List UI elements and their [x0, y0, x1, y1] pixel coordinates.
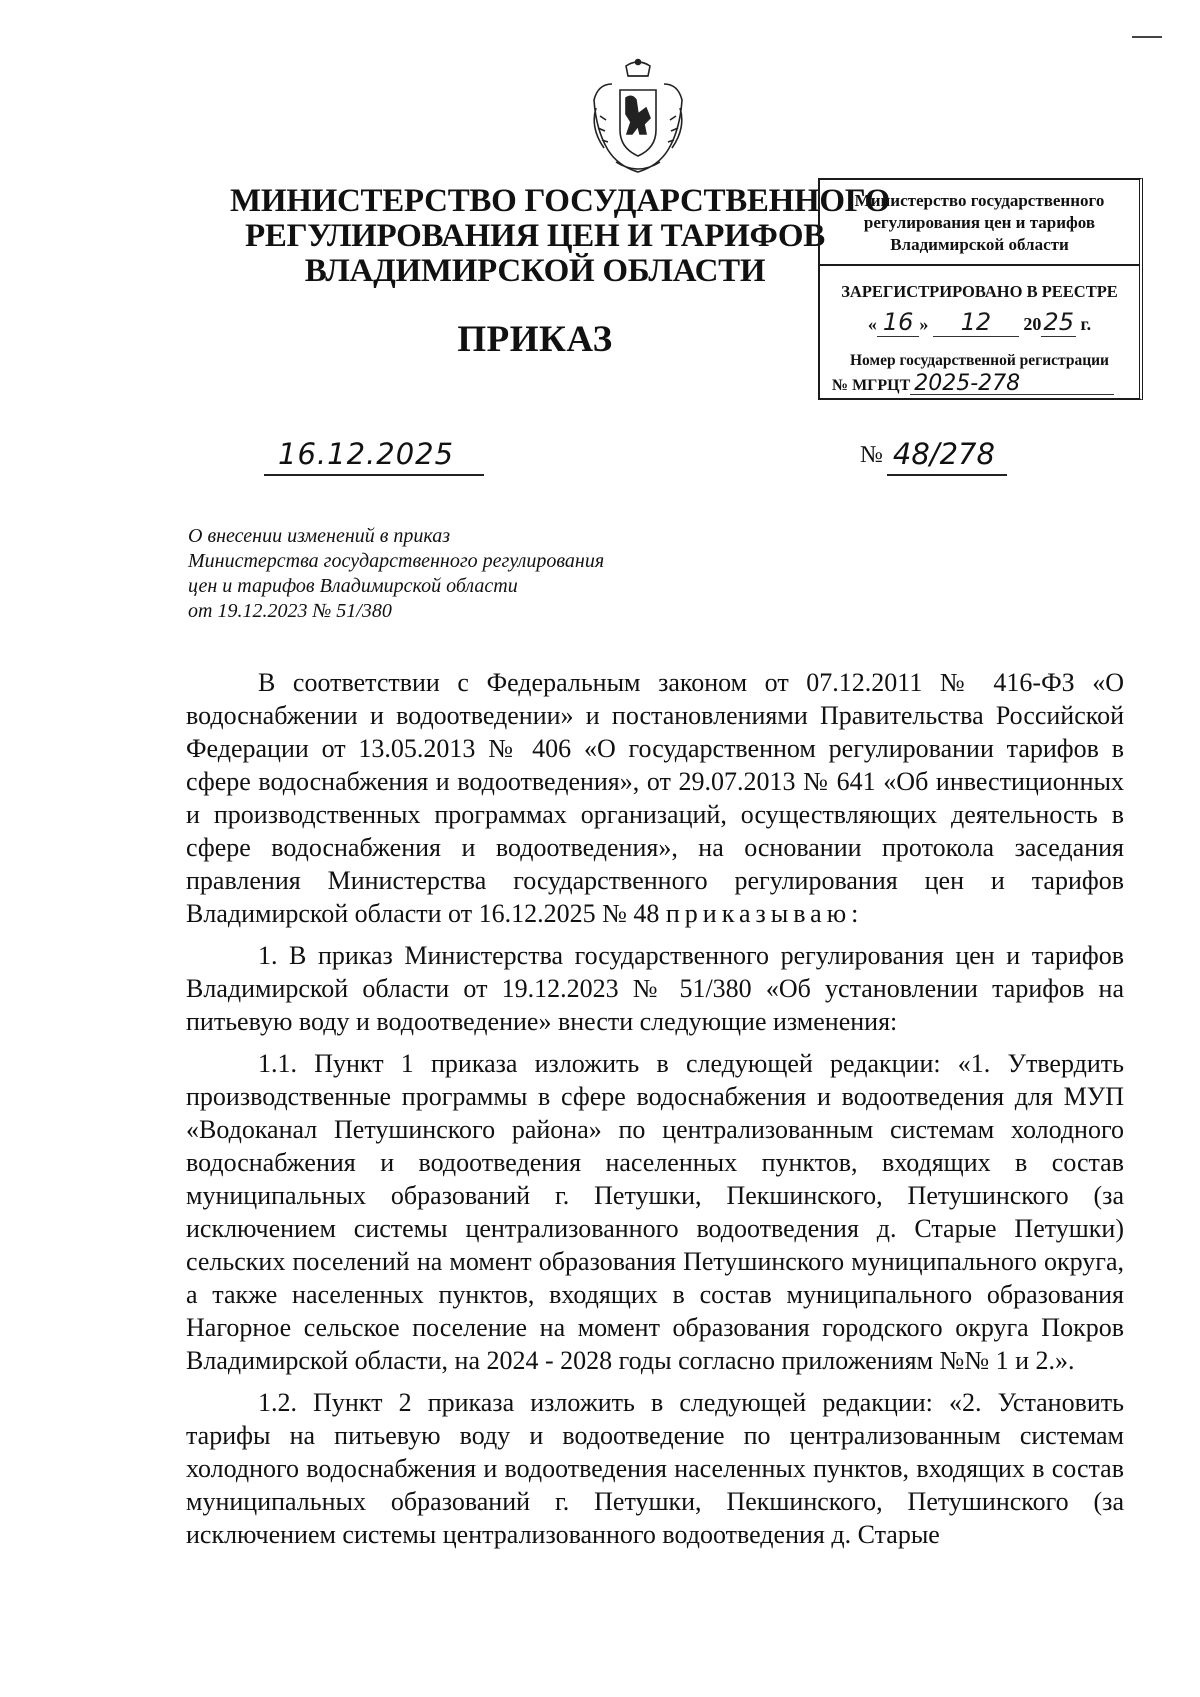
body-item-1-1: 1.1. Пункт 1 приказа изложить в следующей редакции: «1. Утвердить производственные программы в сфере водоснабжения и водоотведения для МУП «Водоканал Петушинского района» по централизованным системам холодного водоснабжения и водоотведения населенных пунктов, входящих в состав муниципальных образований г. Петушки, Пекшинского, Петушинского (за исключением системы централизованного водоотведения д. Старые Петушки) сельских поселений на момент образования Петушинского муниципального округа, а также населенных пунктов, входящих в состав муниципального образования Нагорное сельское поселение на момент образования городского округа Покров Владимирской области, на 2024 - 2028 годы согласно приложениям №№ 1 и 2.». — [186, 1049, 1124, 1375]
stamp-org-line: регулирования цен и тарифов — [863, 213, 1096, 232]
stamp-date-month: 12 — [933, 308, 1019, 337]
subject-line: О внесении изменений в приказ — [188, 525, 451, 547]
stamp-date-year-end: г. — [1080, 314, 1092, 334]
stamp-org-line: Владимирской области — [890, 235, 1069, 254]
stamp-date-day: 16 — [877, 308, 920, 337]
body-intro: В соответствии с Федеральным законом от 07.12.2011 № 416-ФЗ «О водоснабжении и водоотведении» и постановлениями Правительства Российской Федерации от 13.05.2013 № 406 «О государственном регулировании тарифов в сфере водоснабжения и водоотведения», от 29.07.2013 № 641 «Об инвестиционных и производственных программах организаций, осуществляющих деятельность в сфере водоснабжения и водоотведения», на основании протокола заседания правления Министерства государственного регулирования цен и тарифов Владимирской области от 16.12.2025 № 48 — [186, 668, 1124, 928]
document-number-value: 48/278 — [887, 434, 1007, 476]
number-sign: № — [860, 442, 883, 468]
body-item-1-2: 1.2. Пункт 2 приказа изложить в следующей редакции: «2. Установить тарифы на питьевую воду и водоотведение по централизованным системам холодного водоснабжения и водоотведения населенных пунктов, входящих в состав муниципальных образований г. Петушки, Пекшинского, Петушинского (за исключением системы централизованного водоотведения д. Старые — [186, 1388, 1124, 1549]
stamp-reg-number — [832, 371, 1133, 396]
stamp-date — [820, 308, 1139, 337]
stamp-date-year-suffix: 25 — [1043, 308, 1074, 336]
stamp-date-close: » — [919, 314, 929, 334]
body-item-1: 1. В приказ Министерства государственного регулирования цен и тарифов Владимирской области от 19.12.2023 № 51/380 «Об установлении тарифов на питьевую воду и водоотведение» внести следующие изменения: — [186, 941, 1124, 1036]
stamp-date-year-prefix: 20 — [1023, 314, 1042, 334]
order-title: ПРИКАЗ — [457, 319, 613, 360]
stamp-org-name — [820, 190, 1139, 256]
stamp-registered-label: ЗАРЕГИСТРИРОВАНО В РЕЕСТРЕ — [841, 282, 1118, 301]
registration-stamp — [818, 178, 1143, 400]
ministry-name — [230, 183, 890, 289]
corner-mark — [1132, 36, 1162, 38]
ministry-line: МИНИСТЕРСТВО ГОСУДАРСТВЕННОГО — [230, 183, 890, 219]
stamp-reg-number-value: 2025-278 — [910, 374, 1114, 395]
subject-line: Министерства государственного регулирования — [188, 550, 605, 572]
stamp-divider — [820, 264, 1139, 266]
ministry-line: ВЛАДИМИРСКОЙ ОБЛАСТИ — [304, 253, 766, 289]
ministry-line: РЕГУЛИРОВАНИЯ ЦЕН И ТАРИФОВ — [245, 218, 825, 254]
stamp-date-open: « — [867, 314, 877, 334]
order-body — [186, 666, 1124, 1551]
body-intro-paragraph — [186, 666, 1124, 930]
body-intro-verb: приказываю: — [665, 899, 864, 928]
stamp-reg-number-label: Номер государственной регистрации — [850, 352, 1109, 369]
coat-of-arms-icon — [586, 58, 690, 178]
stamp-org-line: Министерство государственного — [854, 191, 1105, 210]
subject-line: цен и тарифов Владимирской области — [188, 575, 518, 597]
stamp-reg-number-prefix: № МГРЦТ — [832, 377, 911, 394]
order-subject — [188, 524, 604, 624]
document-number — [860, 434, 1007, 476]
document-date: 16.12.2025 — [264, 434, 484, 476]
subject-line: от 19.12.2023 № 51/380 — [188, 600, 392, 622]
